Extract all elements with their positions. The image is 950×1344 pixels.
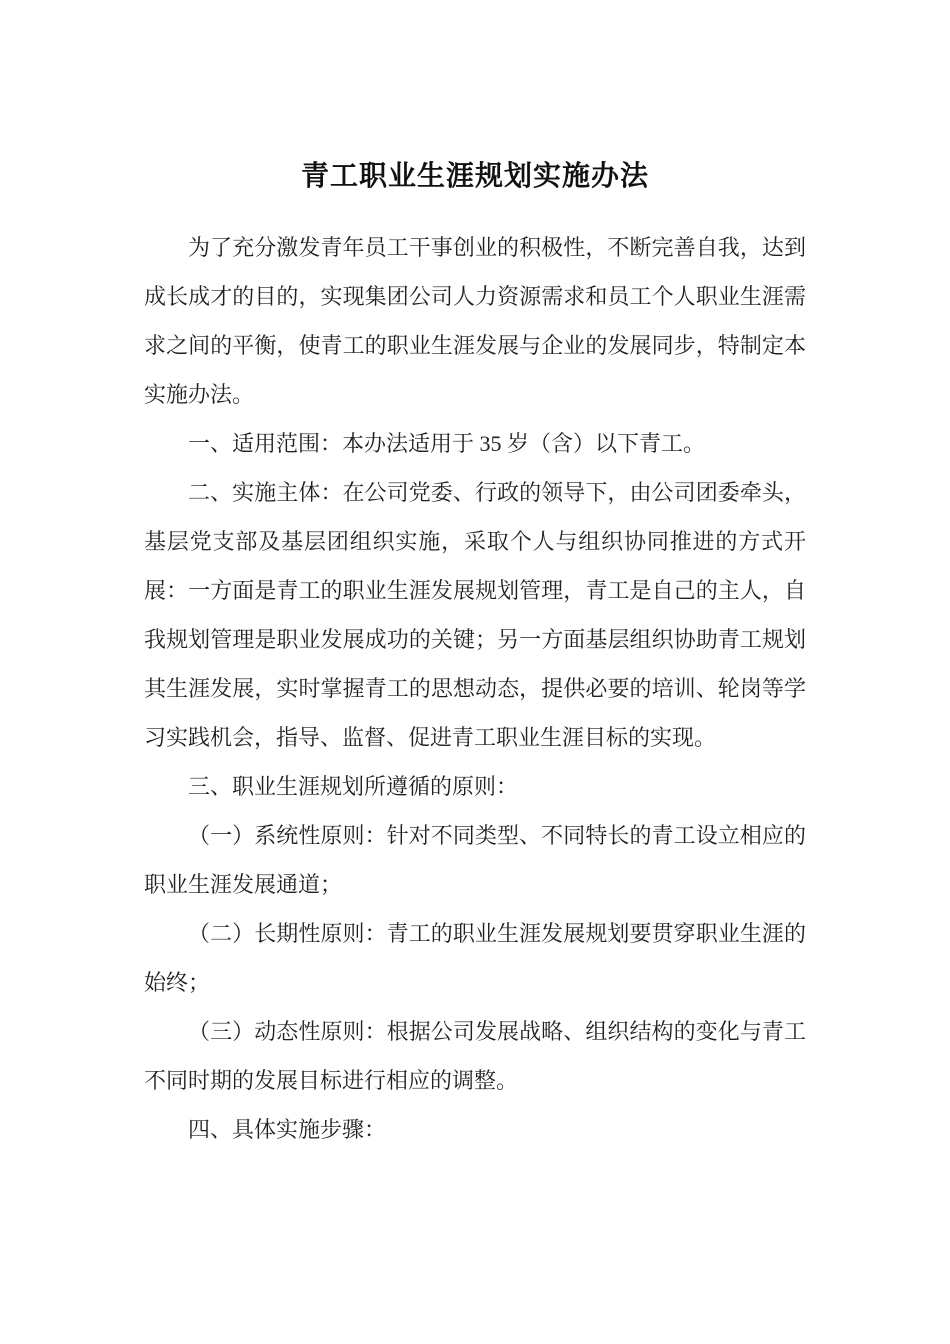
paragraph-intro: 为了充分激发青年员工干事创业的积极性，不断完善自我，达到成长成才的目的，实现集团公司人力资源需求和员工个人职业生涯需求之间的平衡，使青工的职业生涯发展与企业的发展同步，特制定本实施办法。 — [144, 235, 806, 407]
paragraph-section-4-steps-heading: 四、具体实施步骤： — [188, 1117, 387, 1142]
paragraph-principle-3-dynamic: （三）动态性原则：根据公司发展战略、组织结构的变化与青工不同时期的发展目标进行相应的调整。 — [144, 1019, 806, 1093]
paragraph-section-1-scope: 一、适用范围：本办法适用于 35 岁（含）以下青工。 — [188, 431, 706, 456]
paragraph-principle-1-systematic: （一）系统性原则：针对不同类型、不同特长的青工设立相应的职业生涯发展通道； — [144, 823, 806, 897]
document-body — [144, 223, 806, 1154]
paragraph-section-3-principles-heading: 三、职业生涯规划所遵循的原则： — [188, 774, 519, 799]
document-title: 青工职业生涯规划实施办法 — [300, 161, 649, 192]
paragraph-principle-2-longterm: （二）长期性原则：青工的职业生涯发展规划要贯穿职业生涯的始终； — [144, 921, 806, 995]
paragraph-section-2-implementation-body: 二、实施主体：在公司党委、行政的领导下，由公司团委牵头，基层党支部及基层团组织实施，采取个人与组织协同推进的方式开展：一方面是青工的职业生涯发展规划管理，青工是自己的主人，自我规划管理是职业发展成功的关键；另一方面基层组织协助青工规划其生涯发展，实时掌握青工的思想动态，提供必要的培训、轮岗等学习实践机会，指导、监督、促进青工职业生涯目标的实现。 — [144, 480, 806, 750]
